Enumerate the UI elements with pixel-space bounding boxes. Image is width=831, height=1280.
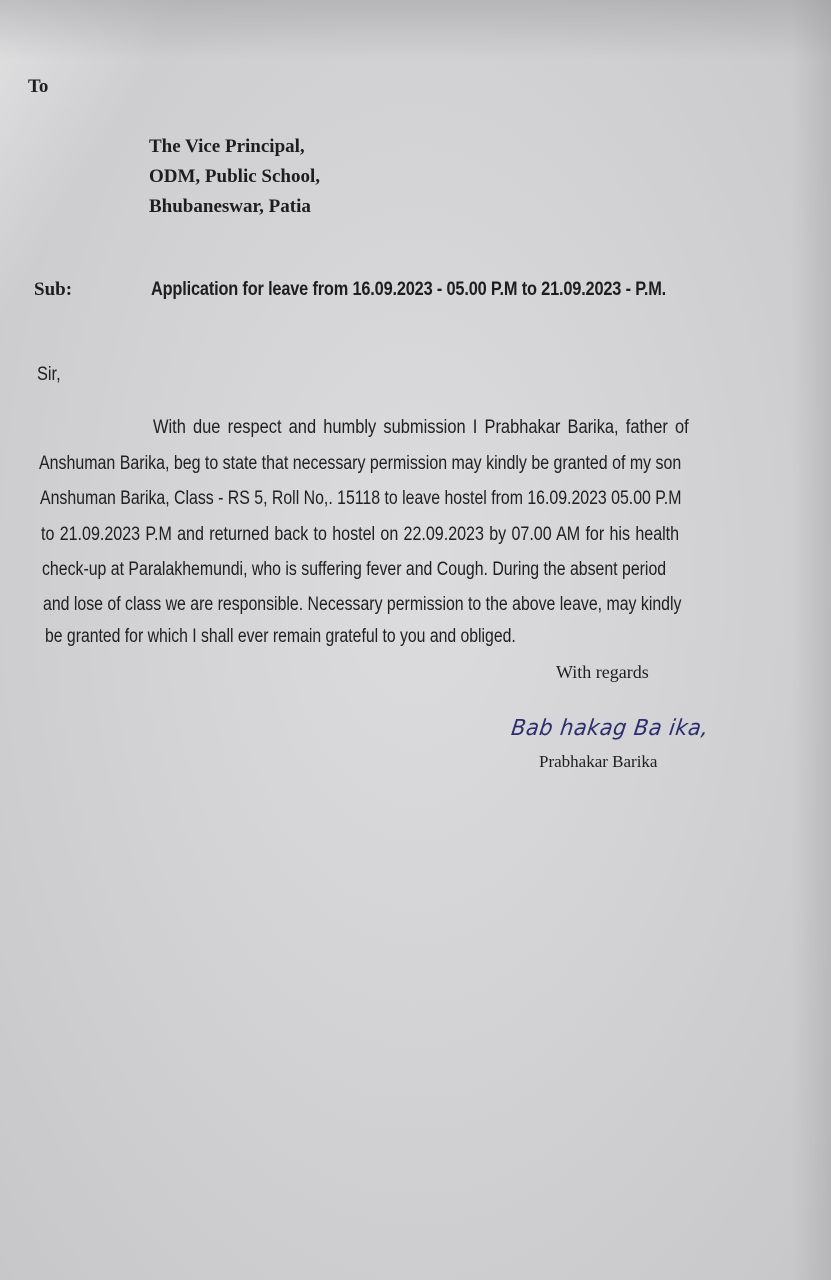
body-line: to 21.09.2023 P.M and returned back to hostel on 22.09.2023 by 07.00 AM for his health <box>41 524 680 545</box>
recipient-line-2: ODM, Public School, <box>149 166 321 187</box>
body-line: be granted for which I shall ever remain grateful to you and obliged. <box>45 626 516 647</box>
closing: With regards <box>556 662 649 682</box>
recipient-line-1: The Vice Principal, <box>149 136 305 157</box>
body-line: Anshuman Barika, beg to state that necessary permission may kindly be granted of my son <box>39 453 682 474</box>
body-line: check-up at Paralakhemundi, who is suffering fever and Cough. During the absent period <box>42 559 667 580</box>
handwritten-signature: Bab hakag Ba ika, <box>509 716 711 741</box>
body-line: Anshuman Barika, Class - RS 5, Roll No,. 15118 to leave hostel from 16.09.2023 05.00 P.M <box>40 488 682 509</box>
subject-label: Sub: <box>34 279 73 300</box>
greeting: Sir, <box>37 364 61 385</box>
signer-name: Prabhakar Barika <box>539 752 658 771</box>
subject-text: Application for leave from 16.09.2023 - 05.00 P.M to 21.09.2023 - P.M. <box>151 279 667 300</box>
recipient-line-3: Bhubaneswar, Patia <box>149 196 311 217</box>
to-label: To <box>28 76 49 97</box>
body-line: With due respect and humbly submission I Prabhakar Barika, father of <box>153 417 689 438</box>
body-line: and lose of class we are responsible. Necessary permission to the above leave, may kindly <box>43 594 682 615</box>
